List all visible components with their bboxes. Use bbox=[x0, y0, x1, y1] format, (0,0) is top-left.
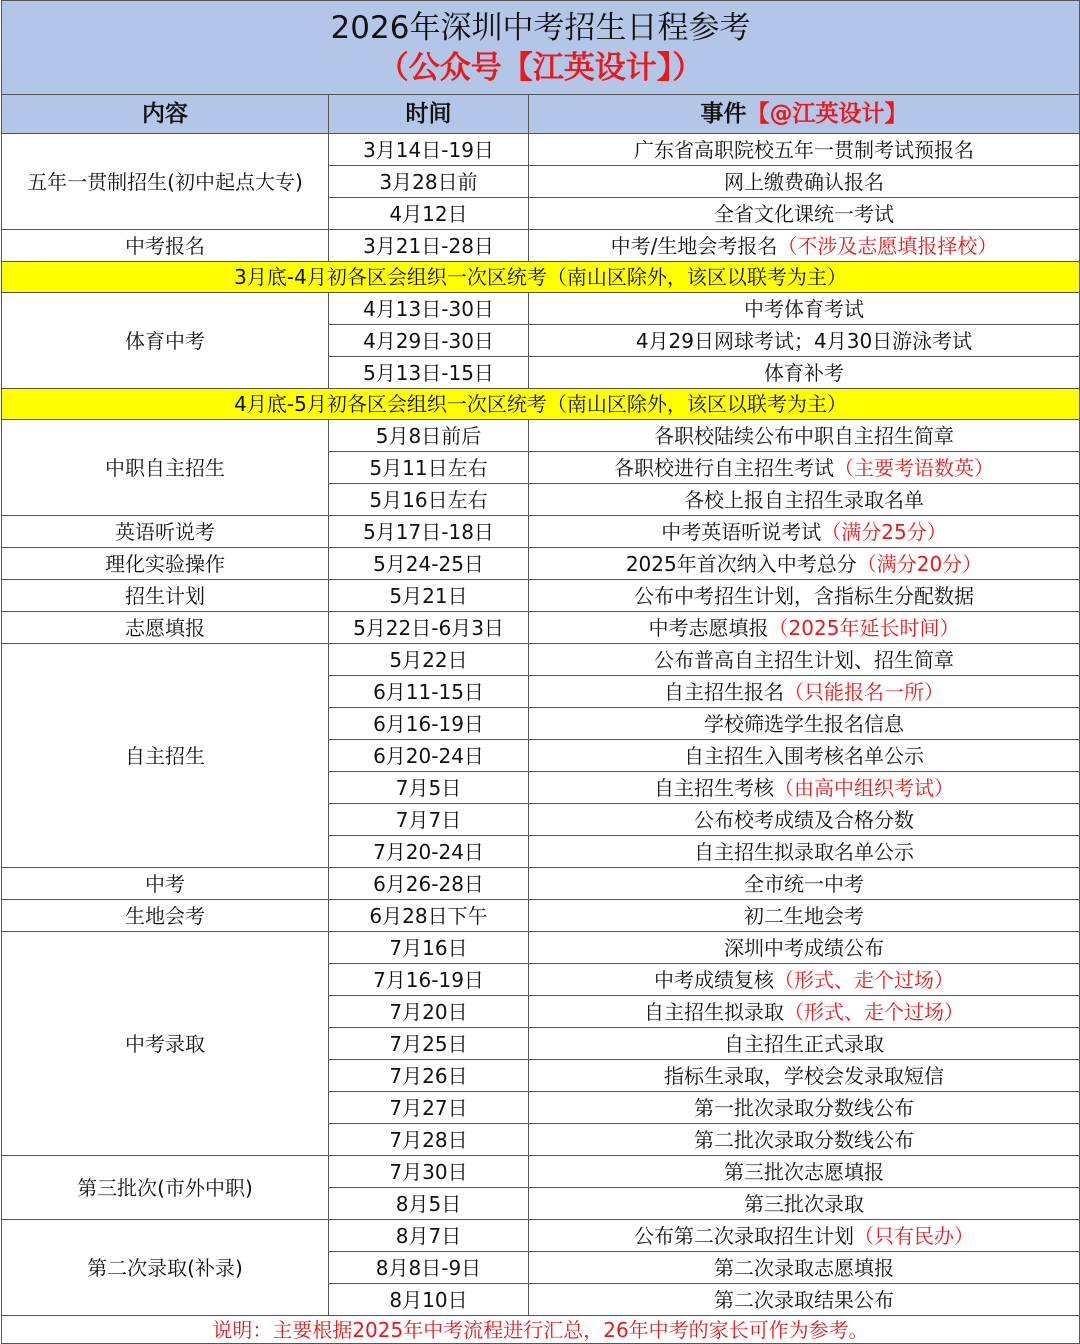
event-text: 各校上报自主招生录取名单 bbox=[684, 487, 924, 512]
event-remark: （只有民办） bbox=[854, 1223, 974, 1248]
event-text: 全省文化课统一考试 bbox=[714, 201, 894, 226]
event-cell bbox=[529, 325, 1080, 357]
event-text: 自主招生拟录取名单公示 bbox=[694, 839, 914, 864]
event-cell bbox=[529, 1284, 1080, 1316]
event-cell bbox=[529, 580, 1080, 612]
event-cell bbox=[529, 1188, 1080, 1220]
event-remark: （只能报名一所） bbox=[784, 679, 944, 704]
schedule-body bbox=[2, 1, 1080, 1344]
time-cell: 5月11日左右 bbox=[329, 452, 529, 484]
event-remark: （满分25分） bbox=[821, 519, 947, 544]
event-remark: （2025年延长时间） bbox=[768, 615, 960, 640]
table-row bbox=[2, 516, 1080, 548]
event-text: 自主招生报名 bbox=[664, 679, 784, 704]
event-cell bbox=[529, 1156, 1080, 1188]
event-text: 中考体育考试 bbox=[744, 296, 864, 321]
time-cell: 7月28日 bbox=[329, 1124, 529, 1156]
notice-band-row bbox=[2, 389, 1080, 420]
event-text: 指标生录取，学校会发录取短信 bbox=[664, 1063, 944, 1088]
time-cell: 7月20日 bbox=[329, 996, 529, 1028]
time-cell: 4月12日 bbox=[329, 198, 529, 230]
event-text: 广东省高职院校五年一贯制考试预报名 bbox=[634, 137, 974, 162]
category-cell: 英语听说考 bbox=[2, 516, 329, 548]
page-title: 2026年深圳中考招生日程参考 bbox=[330, 9, 751, 46]
event-cell bbox=[529, 357, 1080, 389]
table-row bbox=[2, 134, 1080, 166]
event-text: 中考英语听说考试 bbox=[661, 519, 822, 544]
table-row bbox=[2, 1220, 1080, 1252]
event-cell bbox=[529, 868, 1080, 900]
event-text: 公布中考招生计划，含指标生分配数据 bbox=[634, 583, 974, 608]
table-row bbox=[2, 420, 1080, 452]
time-cell: 6月26-28日 bbox=[329, 868, 529, 900]
time-cell: 6月28日下午 bbox=[329, 900, 529, 932]
event-cell bbox=[529, 740, 1080, 772]
event-text: 第二批次录取分数线公布 bbox=[694, 1127, 914, 1152]
event-cell bbox=[529, 836, 1080, 868]
footer-row bbox=[2, 1316, 1080, 1344]
time-cell: 5月21日 bbox=[329, 580, 529, 612]
event-cell bbox=[529, 452, 1080, 484]
event-text: 学校筛选学生报名信息 bbox=[704, 711, 904, 736]
event-text: 中考成绩复核 bbox=[654, 967, 774, 992]
event-remark: （形式、走个过场） bbox=[774, 967, 954, 992]
time-cell: 6月20-24日 bbox=[329, 740, 529, 772]
time-cell: 4月29日-30日 bbox=[329, 325, 529, 357]
category-cell: 中考 bbox=[2, 868, 329, 900]
header-event-tag: 【@江英设计】 bbox=[746, 101, 908, 127]
event-cell bbox=[529, 644, 1080, 676]
event-cell bbox=[529, 293, 1080, 325]
event-text: 第二次录取志愿填报 bbox=[714, 1255, 894, 1280]
time-cell: 8月7日 bbox=[329, 1220, 529, 1252]
table-row bbox=[2, 1156, 1080, 1188]
time-cell: 8月5日 bbox=[329, 1188, 529, 1220]
time-cell: 8月10日 bbox=[329, 1284, 529, 1316]
event-text: 公布第二次录取招生计划 bbox=[634, 1223, 854, 1248]
category-cell: 体育中考 bbox=[2, 293, 329, 389]
time-cell: 7月25日 bbox=[329, 1028, 529, 1060]
category-cell: 中考报名 bbox=[2, 230, 329, 262]
event-text: 中考/生地会考报名 bbox=[610, 233, 778, 258]
table-row bbox=[2, 580, 1080, 612]
event-remark: （主要考语数英） bbox=[834, 455, 994, 480]
table-row bbox=[2, 293, 1080, 325]
table-row bbox=[2, 644, 1080, 676]
time-cell: 7月16-19日 bbox=[329, 964, 529, 996]
event-cell bbox=[529, 612, 1080, 644]
event-cell bbox=[529, 1060, 1080, 1092]
time-cell: 5月24-25日 bbox=[329, 548, 529, 580]
event-text: 各职校进行自主招生考试 bbox=[614, 455, 834, 480]
time-cell: 3月14日-19日 bbox=[329, 134, 529, 166]
header-event bbox=[529, 95, 1080, 134]
event-text: 2025年首次纳入中考总分 bbox=[625, 551, 857, 576]
event-text: 第三批次录取 bbox=[744, 1191, 864, 1216]
schedule-table bbox=[1, 0, 1080, 1344]
event-text: 自主招生考核 bbox=[654, 775, 774, 800]
time-cell: 4月13日-30日 bbox=[329, 293, 529, 325]
category-cell: 中职自主招生 bbox=[2, 420, 329, 516]
event-cell bbox=[529, 1252, 1080, 1284]
time-cell: 5月13日-15日 bbox=[329, 357, 529, 389]
event-text: 第三批次志愿填报 bbox=[724, 1159, 884, 1184]
event-text: 网上缴费确认报名 bbox=[724, 169, 884, 194]
title-cell bbox=[2, 1, 1080, 95]
table-row bbox=[2, 230, 1080, 262]
time-cell: 3月21日-28日 bbox=[329, 230, 529, 262]
event-cell bbox=[529, 134, 1080, 166]
title-row bbox=[2, 1, 1080, 95]
event-text: 自主招生正式录取 bbox=[724, 1031, 884, 1056]
page-subtitle: （公众号【江英设计】） bbox=[377, 49, 704, 86]
category-cell: 理化实验操作 bbox=[2, 548, 329, 580]
event-text: 第二次录取结果公布 bbox=[714, 1287, 894, 1312]
event-remark: （由高中组织考试） bbox=[774, 775, 954, 800]
event-cell bbox=[529, 484, 1080, 516]
event-text: 体育补考 bbox=[764, 360, 844, 385]
category-cell: 第二次录取(补录) bbox=[2, 1220, 329, 1316]
event-remark: （满分20分） bbox=[856, 551, 983, 576]
time-cell: 5月22日 bbox=[329, 644, 529, 676]
event-text: 公布普高自主招生计划、招生简章 bbox=[654, 647, 954, 672]
footer-note: 说明：主要根据2025年中考流程进行汇总，26年中考的家长可作为参考。 bbox=[2, 1316, 1080, 1344]
event-text: 第一批次录取分数线公布 bbox=[694, 1095, 914, 1120]
header-event-label: 事件 bbox=[700, 101, 747, 127]
event-text: 4月29日网球考试；4月30日游泳考试 bbox=[635, 328, 973, 353]
event-cell bbox=[529, 708, 1080, 740]
event-cell bbox=[529, 932, 1080, 964]
event-remark: （形式、走个过场） bbox=[784, 999, 964, 1024]
time-cell: 7月16日 bbox=[329, 932, 529, 964]
notice-band-row bbox=[2, 262, 1080, 293]
time-cell: 5月17日-18日 bbox=[329, 516, 529, 548]
time-cell: 7月20-24日 bbox=[329, 836, 529, 868]
time-cell: 3月28日前 bbox=[329, 166, 529, 198]
event-cell bbox=[529, 230, 1080, 262]
category-cell: 志愿填报 bbox=[2, 612, 329, 644]
time-cell: 7月7日 bbox=[329, 804, 529, 836]
event-cell bbox=[529, 420, 1080, 452]
category-cell: 第三批次(市外中职) bbox=[2, 1156, 329, 1220]
time-cell: 5月22日-6月3日 bbox=[329, 612, 529, 644]
event-cell bbox=[529, 772, 1080, 804]
table-row bbox=[2, 932, 1080, 964]
event-cell bbox=[529, 1124, 1080, 1156]
time-cell: 7月5日 bbox=[329, 772, 529, 804]
event-cell bbox=[529, 996, 1080, 1028]
header-time: 时间 bbox=[329, 95, 529, 134]
category-cell: 中考录取 bbox=[2, 932, 329, 1156]
event-cell bbox=[529, 1092, 1080, 1124]
header-content: 内容 bbox=[2, 95, 329, 134]
notice-band: 4月底-5月初各区会组织一次区统考（南山区除外，该区以联考为主） bbox=[2, 389, 1080, 420]
table-row bbox=[2, 868, 1080, 900]
time-cell: 7月30日 bbox=[329, 1156, 529, 1188]
event-text: 公布校考成绩及合格分数 bbox=[694, 807, 914, 832]
notice-band: 3月底-4月初各区会组织一次区统考（南山区除外，该区以联考为主） bbox=[2, 262, 1080, 293]
event-text: 初二生地会考 bbox=[744, 903, 864, 928]
event-cell bbox=[529, 548, 1080, 580]
event-text: 自主招生入围考核名单公示 bbox=[684, 743, 924, 768]
time-cell: 7月26日 bbox=[329, 1060, 529, 1092]
category-cell: 自主招生 bbox=[2, 644, 329, 868]
event-text: 各职校陆续公布中职自主招生简章 bbox=[654, 423, 954, 448]
event-cell bbox=[529, 1028, 1080, 1060]
event-cell bbox=[529, 166, 1080, 198]
event-text: 深圳中考成绩公布 bbox=[724, 935, 884, 960]
event-cell bbox=[529, 964, 1080, 996]
event-cell bbox=[529, 198, 1080, 230]
event-remark: （不涉及志愿填报择校） bbox=[777, 233, 998, 258]
event-cell bbox=[529, 804, 1080, 836]
event-cell bbox=[529, 900, 1080, 932]
event-cell bbox=[529, 516, 1080, 548]
time-cell: 5月8日前后 bbox=[329, 420, 529, 452]
category-cell: 五年一贯制招生(初中起点大专) bbox=[2, 134, 329, 230]
time-cell: 6月11-15日 bbox=[329, 676, 529, 708]
time-cell: 8月8日-9日 bbox=[329, 1252, 529, 1284]
event-text: 自主招生拟录取 bbox=[644, 999, 784, 1024]
time-cell: 5月16日左右 bbox=[329, 484, 529, 516]
event-cell bbox=[529, 1220, 1080, 1252]
category-cell: 招生计划 bbox=[2, 580, 329, 612]
event-cell bbox=[529, 676, 1080, 708]
event-text: 中考志愿填报 bbox=[648, 615, 769, 640]
table-row bbox=[2, 612, 1080, 644]
time-cell: 6月16-19日 bbox=[329, 708, 529, 740]
table-row bbox=[2, 548, 1080, 580]
category-cell: 生地会考 bbox=[2, 900, 329, 932]
header-row bbox=[2, 95, 1080, 134]
event-text: 全市统一中考 bbox=[744, 871, 864, 896]
time-cell: 7月27日 bbox=[329, 1092, 529, 1124]
table-row bbox=[2, 900, 1080, 932]
